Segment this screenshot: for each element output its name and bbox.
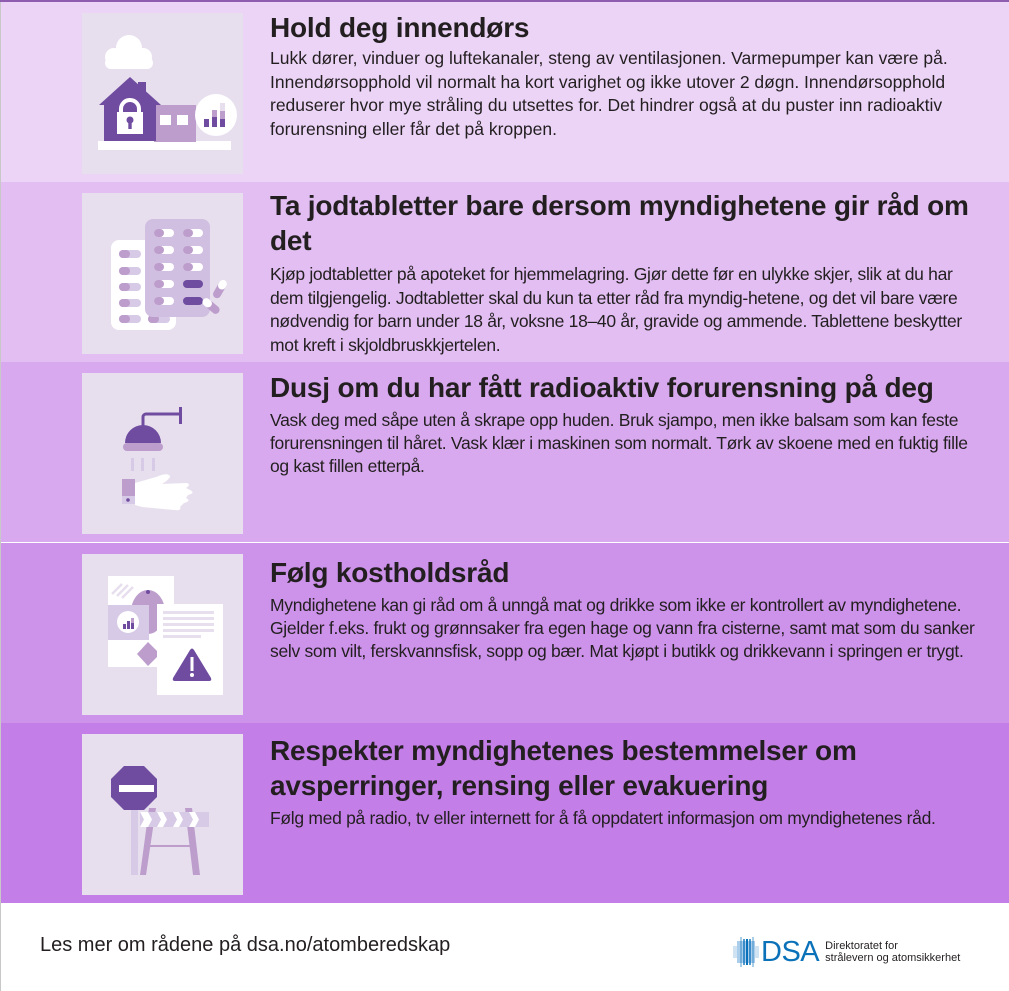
footer	[1, 903, 1009, 991]
dsa-logo	[733, 935, 960, 969]
section-iodine-tablets	[1, 182, 1009, 362]
section-body: Vask deg med såpe uten å skrape opp huden. Bruk sjampo, men ikke balsam som kan feste forurensningen til håret. Vask klær i maskinen som normalt. Tørk av skoene med en fuktig fille og kast fillen etterpå.	[270, 410, 968, 476]
illustration-panel	[82, 193, 243, 354]
section-body: Følg med på radio, tv eller internett for å få oppdatert informasjon om myndighetenes råd.	[270, 808, 936, 828]
illustration-panel	[82, 13, 243, 174]
section-body: Lukk dører, vinduer og luftekanaler, steng av ventilasjonen. Varmepumper kan være på. Innendørsopphold vil normalt ha kort varighet og ikke utover 2 døgn. Innendørsopphold reduserer hvor mye stråling du utsettes for. Det hindrer også at du puster inn radioaktiv forurensning eller får det på kroppen.	[270, 48, 948, 139]
section-shower	[1, 362, 1009, 542]
illustration-panel	[82, 554, 243, 715]
illustration-panel	[82, 734, 243, 895]
section-body: Kjøp jodtabletter på apoteket for hjemmelagring. Gjør dette før en ulykke skjer, slik at du har dem tilgjengelig. Jodtabletter skal du kun ta etter råd fra myndig-hetene, og det vil bare være nødvendig for barn under 18 år, voksne 18–40 år, gravide og ammende. Tablettene beskytter mot kreft i skjoldbruskkjertelen.	[270, 264, 962, 355]
section-title: Respekter myndighetenes bestemmelser om avsperringer, rensing eller evakuering	[270, 735, 857, 801]
section-diet-advice	[1, 543, 1009, 723]
roadblock-icon	[82, 734, 243, 895]
section-stay-indoors	[1, 2, 1009, 182]
section-title: Følg kostholdsråd	[270, 557, 510, 588]
house-lock-icon	[82, 13, 243, 174]
section-title: Ta jodtabletter bare dersom myndighetene gir råd om det	[270, 190, 969, 256]
shower-hand-icon	[82, 373, 243, 534]
food-warning-icon	[82, 554, 243, 715]
section-roadblock	[1, 723, 1009, 903]
dsa-logo-text: DSA	[761, 936, 820, 968]
iodine-tablets-icon	[82, 193, 243, 354]
read-more-link[interactable]: Les mer om rådene på dsa.no/atomberedskap	[40, 934, 451, 956]
section-body: Myndighetene kan gi råd om å unngå mat og drikke som ikke er kontrollert av myndighetene. Gjelder f.eks. frukt og grønnsaker fra egen hage og vann fra cisterne, samt mat som du sanker selv som vilt, ferskvannsfisk, sopp og bær. Mat kjøpt i butikk og drikkevann i springen er trygt.	[270, 595, 975, 661]
section-title: Dusj om du har fått radioaktiv forurensning på deg	[270, 372, 934, 403]
organization-name-line1: Direktoratet for	[825, 939, 898, 952]
illustration-panel	[82, 373, 243, 534]
organization-name	[825, 940, 960, 965]
organization-name-line2: strålevern og atomsikkerhet	[825, 952, 961, 964]
section-title: Hold deg innendørs	[270, 12, 530, 43]
dsa-logo-mark-icon	[733, 937, 759, 967]
